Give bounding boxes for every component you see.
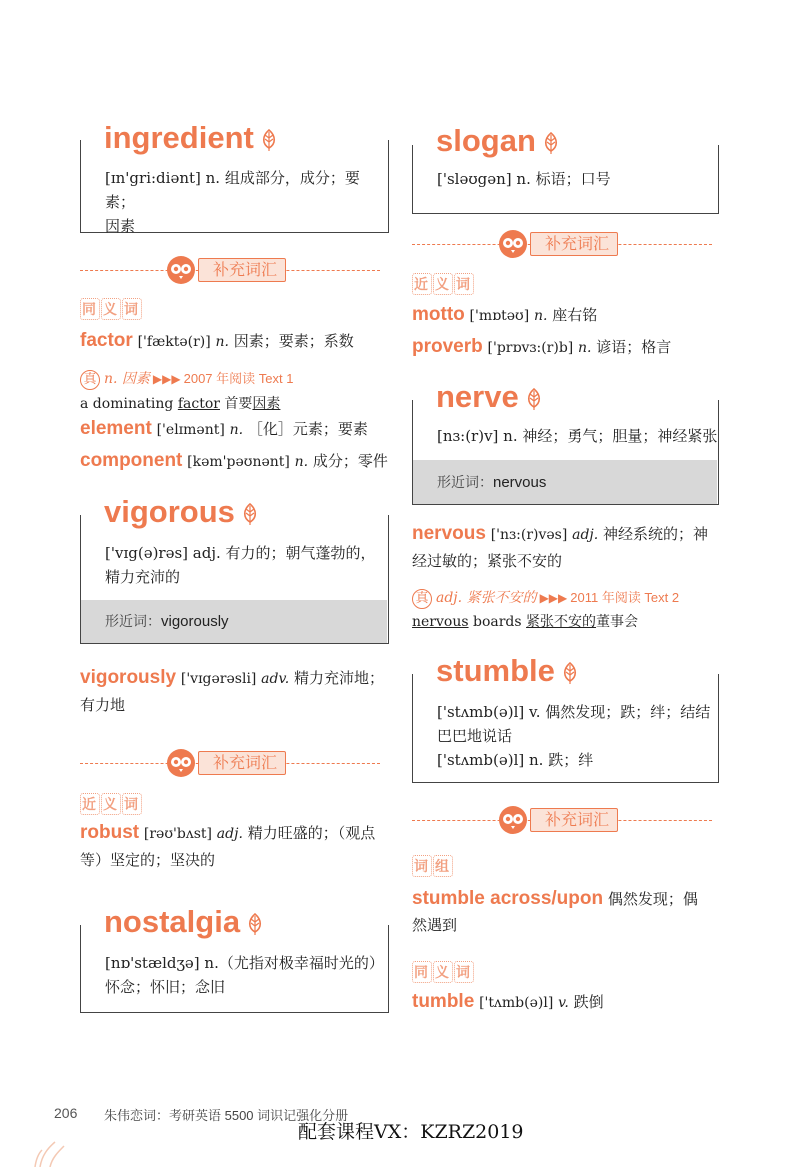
owl-icon (498, 805, 528, 835)
similar-word-band: 形近词：nervous (413, 460, 717, 504)
book-title: 朱伟恋词：考研英语 5500 词识记强化分册 (104, 1108, 349, 1123)
category-synonyms: 同 义 词 (80, 298, 143, 320)
exam-reference-nervous: 真 adj. 紧张不安的 ▶▶▶ 2011 年阅读 Text 2 (412, 587, 679, 609)
category-phrases: 词 组 (412, 855, 454, 877)
entry-proverb: proverb ['prɒvɜ:(r)b] n. 谚语；格言 (412, 336, 672, 357)
category-near-synonyms: 近 义 词 (412, 273, 475, 295)
entry-motto: motto ['mɒtəʊ] n. 座右铭 (412, 304, 598, 325)
decorative-plant-icon (30, 1130, 80, 1167)
nostalgia-definition: [nɒ'stældʒə] n.（尤指对极幸福时光的） 怀念；怀旧；念旧 (105, 954, 384, 996)
entry-tumble: tumble ['tʌmb(ə)l] v. 跌倒 (412, 991, 604, 1012)
supplement-banner-label: 补充词汇 (530, 232, 618, 256)
arrow-icon: ▶▶▶ (152, 372, 181, 386)
headword-stumble: stumble (430, 653, 587, 689)
headword-nerve: nerve (430, 379, 551, 415)
entry-factor: factor ['fæktə(r)] n. 因素；要素；系数 (80, 330, 354, 351)
entry-stumble-across-upon: stumble across/upon 偶然发现；偶 然遇到 (412, 888, 698, 934)
ingredient-definition: [ɪn'gri:diənt] n. 组成部分，成分；要素； 因素 (105, 169, 360, 235)
category-near-synonyms: 近 义 词 (80, 793, 143, 815)
arrow-icon: ▶▶▶ (539, 591, 568, 605)
page-number: 206 (54, 1105, 78, 1121)
headword-slogan: slogan (430, 123, 568, 159)
stumble-definition: ['stʌmb(ə)l] v. 偶然发现；跌；绊；结结 巴巴地说话 ['stʌmb(ə)l] n. 跌；绊 (437, 703, 711, 769)
nerve-definition: [nɜ:(r)v] n. 神经；勇气；胆量；神经紧张 (437, 427, 718, 445)
category-synonyms: 同 义 词 (412, 961, 475, 983)
example-factor: a dominating factor 首要因素 (80, 396, 281, 412)
leaf-icon (523, 387, 545, 411)
leaf-icon (559, 661, 581, 685)
entry-component: component [kəm'pəʊnənt] n. 成分；零件 (80, 450, 388, 471)
owl-icon (498, 229, 528, 259)
slogan-definition: ['sləʊgən] n. 标语；口号 (437, 170, 611, 188)
supplement-banner-label: 补充词汇 (198, 258, 286, 282)
leaf-icon (258, 128, 280, 152)
headword-nostalgia: nostalgia (98, 904, 272, 940)
example-nervous: nervous boards 紧张不安的董事会 (412, 614, 639, 630)
entry-robust: robust [rəʊ'bʌst] adj. 精力旺盛的；（观点 等）坚定的；坚决的 (80, 822, 376, 869)
entry-vigorously: vigorously ['vɪgərəsli] adv. 精力充沛地； 有力地 (80, 667, 384, 714)
entry-nervous: nervous ['nɜ:(r)vəs] adj. 神经系统的；神 经过敏的；紧张不安的 (412, 523, 709, 570)
supplement-banner-label: 补充词汇 (530, 808, 618, 832)
headword-vigorous: vigorous (98, 494, 267, 530)
supplement-banner-label: 补充词汇 (198, 751, 286, 775)
watermark-text: 配套课程VX：KZRZ2019 (298, 1121, 524, 1143)
similar-word-band: 形近词：vigorously (81, 600, 387, 643)
owl-icon (166, 255, 196, 285)
owl-icon (166, 748, 196, 778)
exam-reference-factor: 真 n. 因素 ▶▶▶ 2007 年阅读 Text 1 (80, 368, 293, 390)
leaf-icon (244, 912, 266, 936)
leaf-icon (239, 502, 261, 526)
entry-element: element ['elɪmənt] n. ［化］元素；要素 (80, 418, 368, 439)
headword-ingredient: ingredient (98, 120, 286, 156)
stumble-card (412, 674, 719, 783)
leaf-icon (540, 131, 562, 155)
vigorous-definition: ['vɪg(ə)rəs] adj. 有力的；朝气蓬勃的， 精力充沛的 (105, 544, 376, 586)
